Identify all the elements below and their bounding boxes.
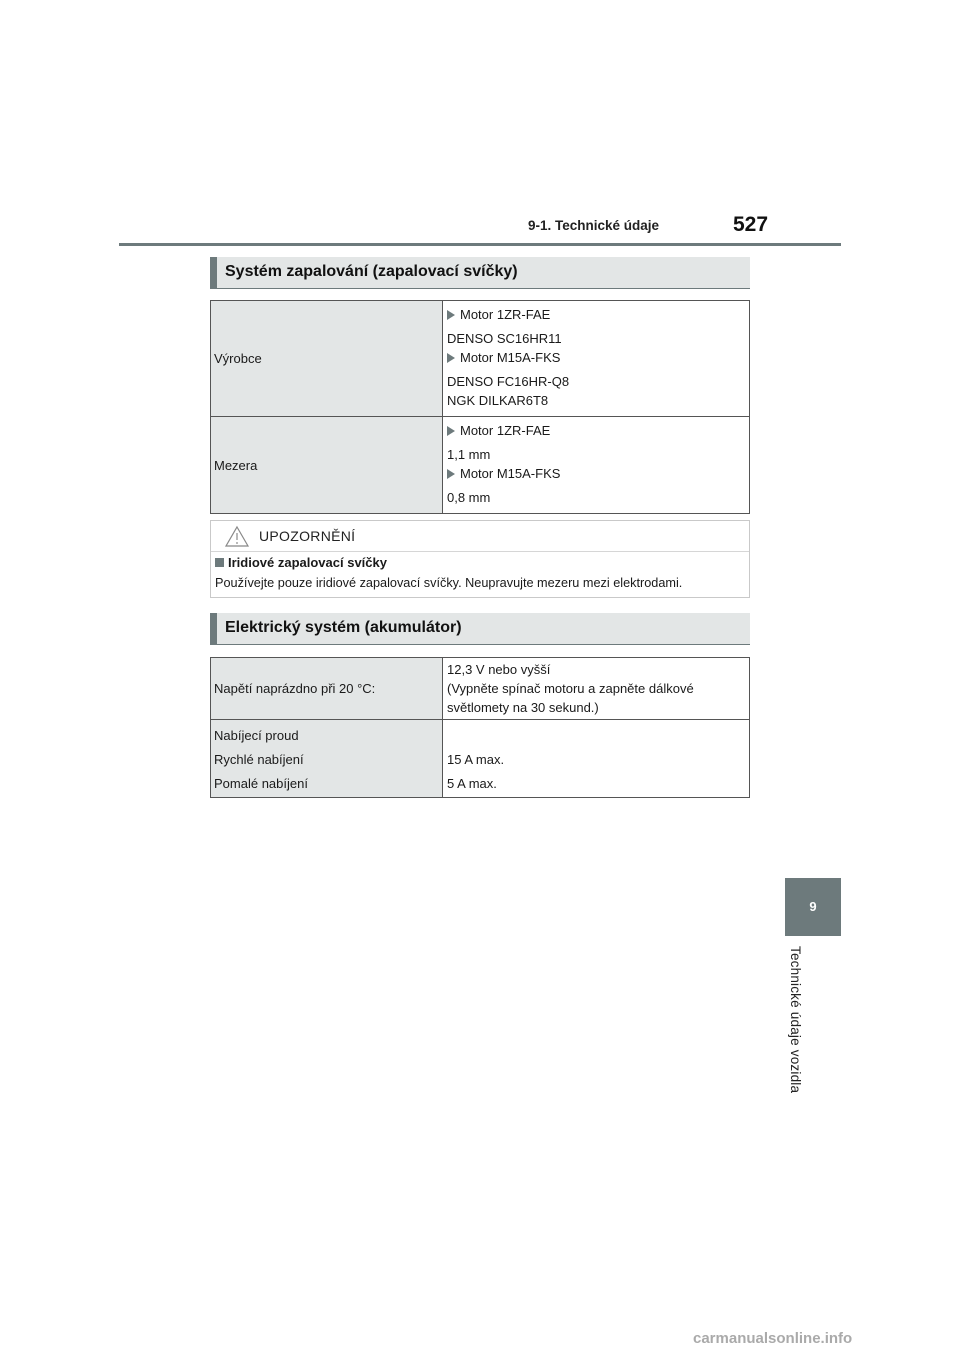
electrical-heading [210, 613, 750, 644]
spark-plug-value: NGK DILKAR6T8 [447, 393, 549, 408]
warning-icon [224, 525, 250, 548]
engine-name: Motor M15A-FKS [460, 350, 561, 365]
voltage-note: (Vypněte spínač motoru a zapněte dálkové [447, 681, 694, 696]
engine-name: Motor M15A-FKS [460, 466, 561, 481]
gap-value: 1,1 mm [447, 447, 491, 462]
row-value [443, 301, 750, 417]
row-label: Mezera [211, 417, 443, 514]
electrical-heading-underline [210, 644, 750, 645]
caution-label: UPOZORNĚNÍ [259, 528, 356, 544]
row-value [443, 658, 750, 720]
chapter-title: Technické údaje vozidla [788, 946, 803, 1094]
spark-plug-value: DENSO FC16HR-Q8 [447, 374, 570, 389]
table-row [211, 658, 750, 720]
row-value [443, 417, 750, 514]
row-label: Napětí naprázdno při 20 °C: [211, 658, 443, 720]
row-value [443, 720, 750, 798]
row-label [211, 720, 443, 798]
fast-charging-label: Rychlé nabíjení [214, 752, 304, 767]
header-rule [119, 243, 841, 246]
charging-label: Nabíjecí proud [214, 728, 299, 743]
ignition-table [210, 300, 750, 514]
caution-subheading-text: Iridiové zapalovací svíčky [228, 555, 387, 570]
ignition-heading-underline [210, 288, 750, 289]
engine-name: Motor 1ZR-FAE [460, 307, 551, 322]
caution-text: Používejte pouze iridiové zapalovací svíčky. Neupravujte mezeru mezi elektrodami. [215, 576, 683, 590]
table-row [211, 301, 750, 417]
voltage-note: světlomety na 30 sekund.) [447, 700, 599, 715]
section-title: 9-1. Technické údaje [528, 218, 660, 233]
ignition-heading-text: Systém zapalování (zapalovací svíčky) [225, 263, 518, 280]
page-number: 527 [733, 213, 769, 236]
electrical-heading-text: Elektrický systém (akumulátor) [225, 619, 462, 636]
page-header [0, 0, 960, 250]
caution-box [210, 520, 750, 598]
spark-plug-value: DENSO SC16HR11 [447, 331, 562, 346]
arrow-right-icon [447, 426, 455, 436]
electrical-table [210, 657, 750, 798]
caution-header [211, 521, 749, 552]
square-bullet-icon [215, 558, 224, 567]
engine-name: Motor 1ZR-FAE [460, 423, 551, 438]
voltage-value: 12,3 V nebo vyšší [447, 662, 551, 677]
arrow-right-icon [447, 353, 455, 363]
watermark: carmanualsonline.info [693, 1330, 853, 1347]
gap-value: 0,8 mm [447, 490, 491, 505]
ignition-heading [210, 257, 750, 288]
table-row [211, 417, 750, 514]
row-label: Výrobce [211, 301, 443, 417]
arrow-right-icon [447, 310, 455, 320]
chapter-number: 9 [809, 899, 817, 914]
caution-subheading [215, 555, 387, 570]
table-row [211, 720, 750, 798]
arrow-right-icon [447, 469, 455, 479]
slow-charging-value: 5 A max. [447, 776, 497, 791]
slow-charging-label: Pomalé nabíjení [214, 776, 308, 791]
fast-charging-value: 15 A max. [447, 752, 505, 767]
chapter-tab [785, 878, 841, 936]
